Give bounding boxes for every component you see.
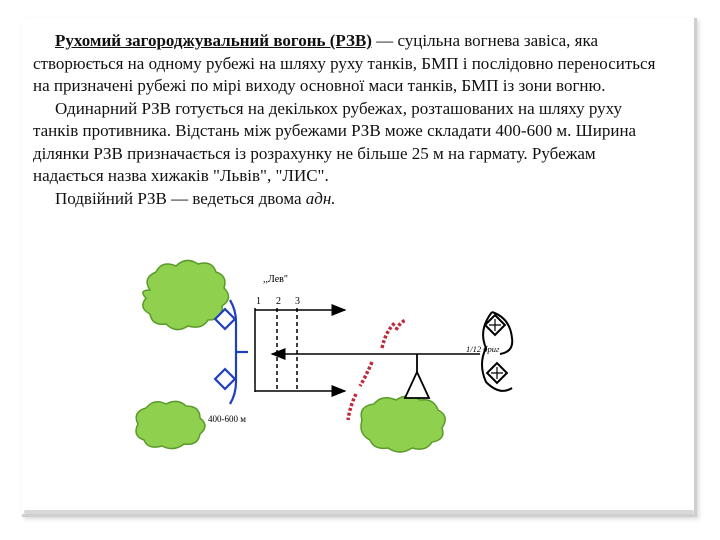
friendly-battery-icon bbox=[215, 300, 248, 404]
double-rzv-text: Подвійний РЗВ — ведеться двома bbox=[55, 188, 306, 208]
line-3-label: 3 bbox=[295, 296, 300, 307]
fire-lines bbox=[255, 308, 480, 392]
line-2-label: 2 bbox=[276, 296, 281, 307]
paragraph-single-rzv: Одинарний РЗВ готується на декількох рубежах, розташованих на шляху руху танків противника. Відстань між рубежами РЗВ може складати 400-600 м. Ширина ділянки РЗВ призначається із розрахунку не більше 25 м на гармату. Рубежам надається назва хижаків "Львів", "ЛИС". bbox=[33, 98, 637, 185]
definition-text: — суцільна вогнева завіса, яка створюється на одному рубежі на шляху руху танків, БМП і послідовно переноситься на призначені рубежі по мірі виходу основної маси танків, БМП із зони вогню. bbox=[33, 31, 656, 95]
line-name-label: ,,Лев" bbox=[263, 274, 288, 285]
battery-label: 1/12 бриг bbox=[466, 344, 500, 354]
forest-bottom-right-icon bbox=[361, 396, 445, 452]
enemy-tank-line-upper-icon bbox=[382, 320, 406, 348]
double-rzv-italic: адн. bbox=[305, 188, 336, 208]
term-rzv: Рухомий загороджувальний вогонь (РЗВ) bbox=[55, 31, 372, 50]
observation-post-icon bbox=[405, 354, 429, 398]
distance-label: 400-600 м bbox=[208, 414, 246, 424]
line-1-label: 1 bbox=[256, 296, 261, 307]
forest-bottom-left-icon bbox=[136, 401, 205, 448]
